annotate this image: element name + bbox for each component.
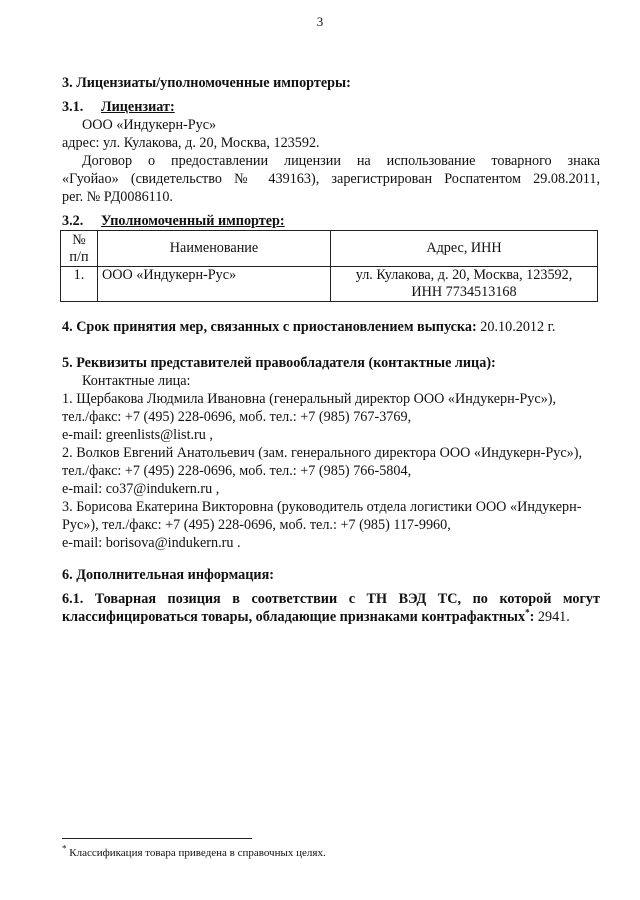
contact-line: Контактные лица: [82,373,191,389]
licensee-address: адрес: ул. Кулакова, д. 20, Москва, 123592. [62,135,320,151]
importer-number: 3.2. [62,213,84,229]
footnote-text: Классификация товара приведена в справочных целях. [66,847,326,859]
item-6-1-colon: : [529,609,535,625]
header-cell-address: Адрес, ИНН [331,231,598,267]
contact-line: 1. Щербакова Людмила Ивановна (генеральный директор ООО «Индукерн-Рус»), [62,391,557,407]
header-number-line-2: п/п [69,248,89,265]
header-number-line-1: № [72,231,86,248]
item-6-1-line-2 [62,608,600,626]
section-4 [62,318,600,336]
contact-line: Рус»), тел./факс: +7 (495) 228-0696, моб. тел.: +7 (985) 117-9960, [62,517,451,533]
contact-line: e-mail: borisova@indukern.ru . [62,535,241,551]
row-number: 1. [61,267,98,302]
contract-line-3: рег. № РД0086110. [62,189,173,205]
contract-line-1: Договор о предоставлении лицензии на использование товарного знака [82,153,600,169]
footnote [62,843,326,860]
contact-line: 2. Волков Евгений Анатольевич (зам. генерального директора ООО «Индукерн-Рус»), [62,445,583,461]
footnote-reference-mark: * [525,607,530,618]
section-3-heading: 3. Лицензиаты/уполномоченные импортеры: [62,75,351,91]
licensee-label: Лицензиат: [101,99,175,115]
item-6-1-line-1: 6.1. Товарная позиция в соответствии с ТН ВЭД ТС, по которой могут [62,591,600,607]
footnote-mark: * [62,843,67,854]
licensee-name: ООО «Индукерн-Рус» [82,117,217,133]
row-name: ООО «Индукерн-Рус» [98,267,331,302]
tariff-position-value: 2941. [534,609,570,625]
header-cell-number [61,231,98,267]
header-cell-name: Наименование [98,231,331,267]
contact-line: e-mail: co37@indukern.ru , [62,481,220,497]
importer-heading [62,212,600,230]
contact-line: e-mail: greenlists@list.ru , [62,427,213,443]
section-6-heading: 6. Дополнительная информация: [62,567,274,583]
page-number: 3 [316,14,324,29]
licensee-heading [62,98,600,116]
row-address [331,267,598,302]
release-suspension-date: 20.10.2012 г. [476,319,556,335]
section-4-heading: 4. Срок принятия мер, связанных с приостановлением выпуска: [62,319,477,335]
licensee-number: 3.1. [62,99,84,115]
footnote-divider [62,838,252,839]
importer-label: Уполномоченный импортер: [101,213,285,229]
contact-line: тел./факс: +7 (495) 228-0696, моб. тел.: +7 (985) 766-5804, [62,463,412,479]
table-row [61,267,598,302]
contract-line-2: «Гуойао» (свидетельство № 439163), зарегистрирован Роспатентом 29.08.2011, [62,171,600,187]
row-address-line-2: ИНН 7734513168 [411,284,517,300]
row-address-line-1: ул. Кулакова, д. 20, Москва, 123592, [355,267,573,283]
section-5-heading: 5. Реквизиты представителей правообладателя (контактные лица): [62,355,496,371]
item-6-1-text: классифицироваться товары, обладающие признаками контрафактных [62,609,526,625]
importer-table [60,230,598,302]
contact-line: тел./факс: +7 (495) 228-0696, моб. тел.: +7 (985) 767-3769, [62,409,412,425]
contact-line: 3. Борисова Екатерина Викторовна (руководитель отдела логистики ООО «Индукерн- [62,499,582,515]
table-header-row [61,231,598,267]
